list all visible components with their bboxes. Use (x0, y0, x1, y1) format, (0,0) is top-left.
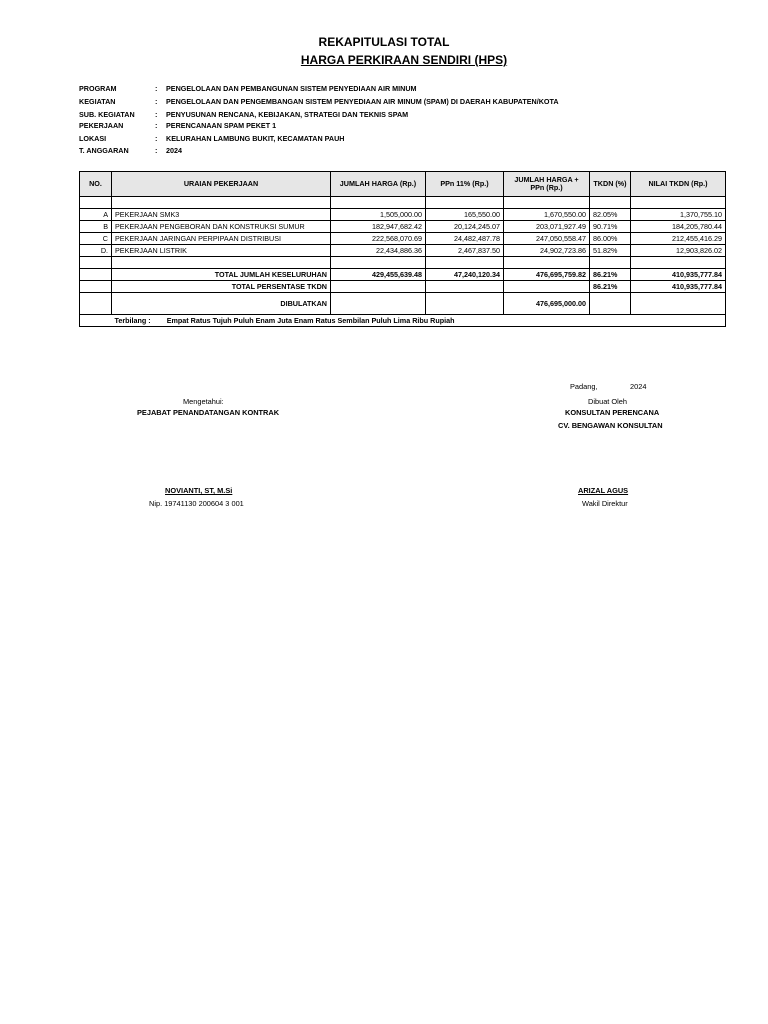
left-caption: Mengetahui: (183, 397, 224, 406)
header-jumlah: JUMLAH HARGA (Rp.) (331, 172, 426, 197)
right-position: Wakil Direktur (582, 499, 628, 508)
cell-ppn: 2,467,837.50 (426, 245, 504, 257)
persentase-row (80, 281, 726, 293)
info-value: 2024 (166, 146, 182, 155)
header-ppn: PPn 11% (Rp.) (426, 172, 504, 197)
info-colon: : (155, 121, 158, 130)
info-label: PROGRAM (79, 84, 117, 93)
document-title: REKAPITULASI TOTAL (318, 35, 450, 49)
total-ppn: 47,240,120.34 (426, 269, 504, 281)
hps-table (79, 171, 726, 327)
cell-no: B (80, 221, 112, 233)
cell-no: C (80, 233, 112, 245)
cell-uraian: PEKERJAAN JARINGAN PERPIPAAN DISTRIBUSI (112, 233, 331, 245)
header-uraian: URAIAN PEKERJAAN (112, 172, 331, 197)
info-colon: : (155, 110, 158, 119)
cell-total: 1,670,550.00 (504, 209, 590, 221)
info-value: KELURAHAN LAMBUNG BUKIT, KECAMATAN PAUH (166, 134, 345, 143)
cell-ppn: 165,550.00 (426, 209, 504, 221)
header-no: NO. (80, 172, 112, 197)
cell-uraian: PEKERJAAN LISTRIK (112, 245, 331, 257)
cell-uraian: PEKERJAAN PENGEBORAN DAN KONSTRUKSI SUMUR (112, 221, 331, 233)
place-label: Padang, (570, 382, 598, 391)
bulat-total: 476,695,000.00 (504, 293, 590, 315)
info-value: PERENCANAAN SPAM PEKET 1 (166, 121, 277, 130)
cell-nilai: 184,205,780.44 (631, 221, 726, 233)
cell-uraian: PEKERJAAN SMK3 (112, 209, 331, 221)
table-spacer-row (80, 257, 726, 269)
cell-ppn: 24,482,487.78 (426, 233, 504, 245)
table-row (80, 221, 726, 233)
total-label: TOTAL JUMLAH KESELURUHAN (112, 269, 331, 281)
cell-tkdn: 86.00% (590, 233, 631, 245)
right-caption: Dibuat Oleh (588, 397, 628, 406)
table-spacer-row (80, 197, 726, 209)
total-total: 476,695,759.82 (504, 269, 590, 281)
document-subtitle: HARGA PERKIRAAN SENDIRI (HPS) (300, 53, 508, 67)
info-value: PENYUSUNAN RENCANA, KEBIJAKAN, STRATEGI DAN TEKNIS SPAM (166, 110, 409, 119)
terbilang-label: Terbilang : (114, 316, 151, 325)
header-nilai: NILAI TKDN (Rp.) (631, 172, 726, 197)
info-label: KEGIATAN (79, 97, 116, 106)
cell-jumlah: 1,505,000.00 (331, 209, 426, 221)
cell-total: 247,050,558.47 (504, 233, 590, 245)
cell-no: A (80, 209, 112, 221)
info-label: LOKASI (79, 134, 107, 143)
cell-jumlah: 222,568,070.69 (331, 233, 426, 245)
left-role: PEJABAT PENANDATANGAN KONTRAK (137, 408, 280, 417)
cell-nilai: 12,903,826.02 (631, 245, 726, 257)
cell-total: 203,071,927.49 (504, 221, 590, 233)
table-row (80, 245, 726, 257)
header-tkdn: TKDN (%) (590, 172, 631, 197)
table-header-row (80, 172, 726, 197)
cell-tkdn: 82.05% (590, 209, 631, 221)
info-label: PEKERJAAN (79, 121, 124, 130)
total-row (80, 269, 726, 281)
year-label: 2024 (630, 382, 647, 391)
left-name: NOVIANTI, ST, M.Si (165, 486, 233, 495)
total-tkdn: 86.21% (590, 269, 631, 281)
terbilang-row (80, 315, 726, 327)
info-label: SUB. KEGIATAN (79, 110, 135, 119)
cell-total: 24,902,723.86 (504, 245, 590, 257)
persen-nilai: 410,935,777.84 (631, 281, 726, 293)
table-row (80, 209, 726, 221)
cell-tkdn: 90.71% (590, 221, 631, 233)
total-jumlah: 429,455,639.48 (331, 269, 426, 281)
right-company: CV. BENGAWAN KONSULTAN (558, 421, 663, 430)
cell-nilai: 1,370,755.10 (631, 209, 726, 221)
bulat-label: DIBULATKAN (112, 293, 331, 315)
right-name: ARIZAL AGUS (578, 486, 629, 495)
header-total: JUMLAH HARGA + PPn (Rp.) (504, 172, 590, 197)
cell-jumlah: 182,947,682.42 (331, 221, 426, 233)
dibulatkan-row (80, 293, 726, 315)
info-colon: : (155, 97, 158, 106)
right-role: KONSULTAN PERENCANA (565, 408, 660, 417)
cell-jumlah: 22,434,886.36 (331, 245, 426, 257)
info-value: PENGELOLAAN DAN PENGEMBANGAN SISTEM PENYEDIAAN AIR MINUM (SPAM) DI DAERAH KABUPATEN/KOTA (166, 97, 559, 106)
left-nip: Nip. 19741130 200604 3 001 (149, 499, 244, 508)
cell-nilai: 212,455,416.29 (631, 233, 726, 245)
persen-label: TOTAL PERSENTASE TKDN (112, 281, 331, 293)
total-nilai: 410,935,777.84 (631, 269, 726, 281)
cell-tkdn: 51.82% (590, 245, 631, 257)
persen-tkdn: 86.21% (590, 281, 631, 293)
cell-no: D. (80, 245, 112, 257)
terbilang-value: Empat Ratus Tujuh Puluh Enam Juta Enam Ratus Sembilan Puluh Lima Ribu Rupiah (166, 316, 455, 325)
info-label: T. ANGGARAN (79, 146, 129, 155)
info-colon: : (155, 146, 158, 155)
info-colon: : (155, 134, 158, 143)
info-value: PENGELOLAAN DAN PEMBANGUNAN SISTEM PENYEDIAAN AIR MINUM (166, 84, 417, 93)
info-colon: : (155, 84, 158, 93)
cell-ppn: 20,124,245.07 (426, 221, 504, 233)
table-row (80, 233, 726, 245)
